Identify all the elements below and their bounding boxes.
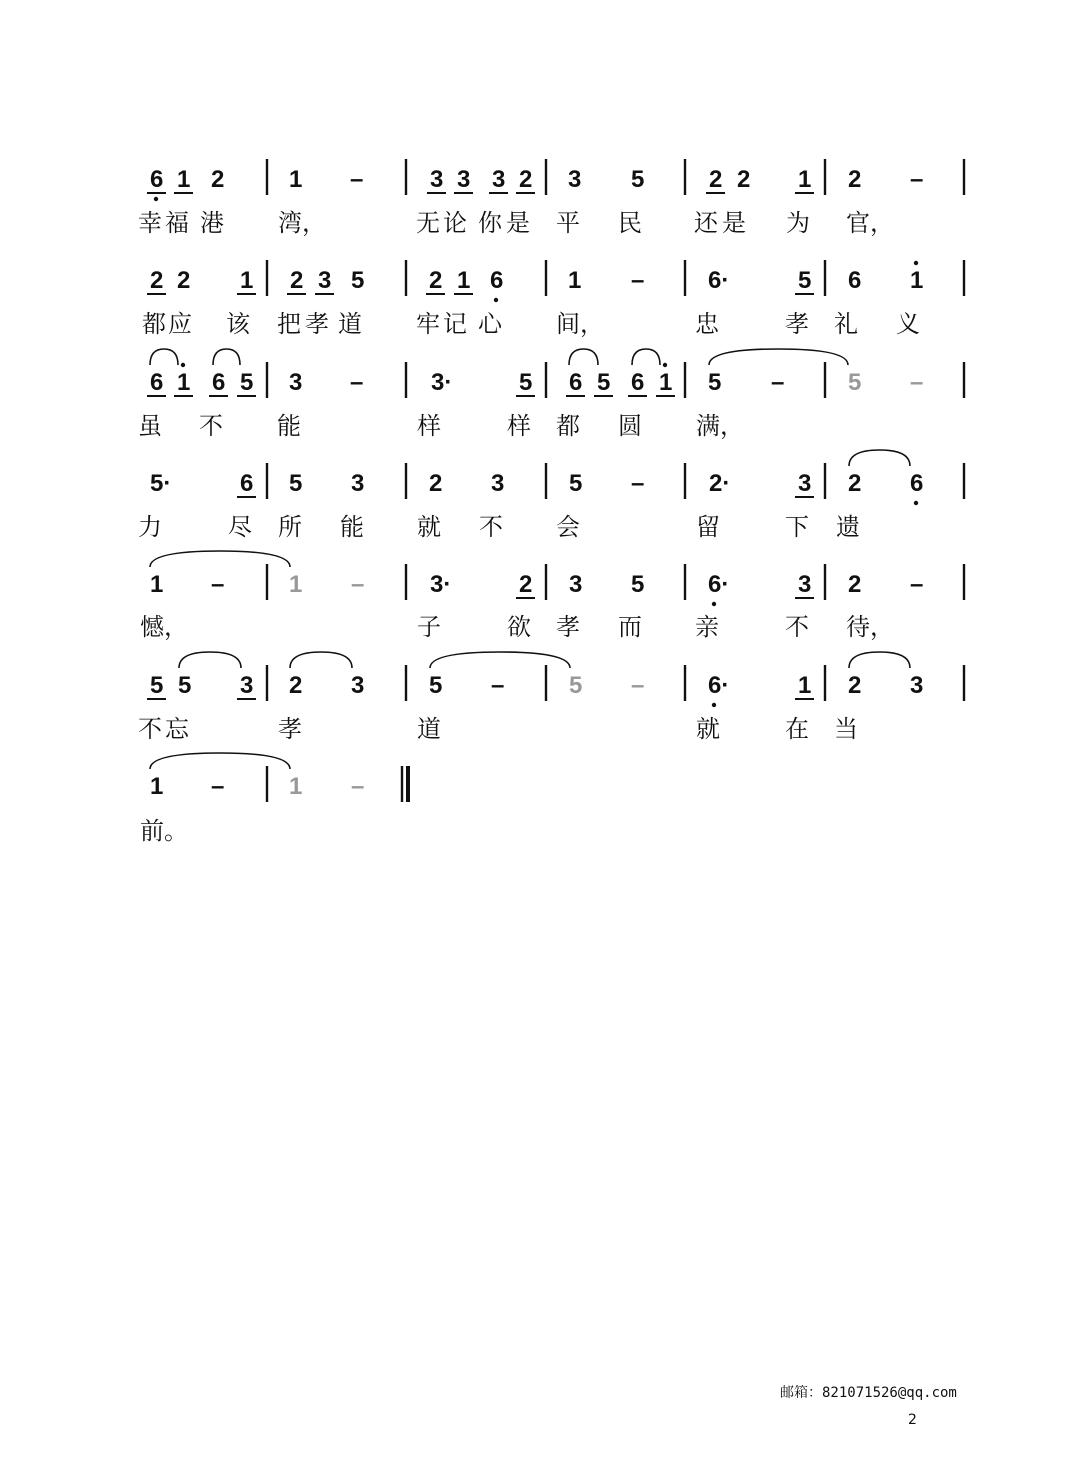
lyric-syllable: 孝 [785, 310, 809, 338]
slur [150, 753, 290, 769]
note: 3 [430, 166, 444, 193]
low-octave-dot [494, 298, 498, 302]
lyric-syllable: 无 [416, 209, 440, 237]
note: 5 [569, 470, 583, 497]
note: 1 [910, 267, 924, 294]
note: 5 [569, 672, 583, 699]
note: 5 [708, 369, 722, 396]
dash-sustain: – [771, 369, 785, 396]
slur [150, 551, 290, 567]
slur [290, 652, 352, 668]
slur [179, 652, 241, 668]
lyric-syllable: 尽 [228, 513, 252, 541]
lyric-syllable: 所 [278, 513, 302, 541]
note: 6 [240, 470, 254, 497]
lyric-syllable: 孝 [278, 715, 302, 743]
note: 2 [429, 267, 443, 294]
dash-sustain: – [910, 369, 924, 396]
note: 2· [709, 470, 731, 497]
lyric-syllable: 前。 [140, 817, 188, 845]
lyric-syllable: 你 [478, 209, 502, 237]
note: 6 [490, 267, 504, 294]
note: 3 [492, 166, 506, 193]
lyric-syllable: 样 [417, 412, 441, 440]
note: 1 [150, 773, 164, 800]
note: 5 [798, 267, 812, 294]
lyric-syllable: 样 [507, 412, 531, 440]
lyric-syllable: 道 [417, 715, 441, 743]
note: 2 [737, 166, 751, 193]
note: 2 [150, 267, 164, 294]
note: 1 [289, 166, 303, 193]
lyric-syllable: 待， [846, 613, 894, 641]
low-octave-dot [712, 602, 716, 606]
dash-sustain: – [491, 672, 505, 699]
high-octave-dot [181, 363, 185, 367]
lyric-syllable: 憾， [140, 613, 188, 641]
note: 5 [848, 369, 862, 396]
note: 3 [351, 470, 365, 497]
lyric-syllable: 力 [138, 513, 162, 541]
lyric-syllable: 间， [556, 310, 604, 338]
lyric-syllable: 不 [479, 513, 503, 541]
lyric-syllable: 虽 [138, 412, 162, 440]
note: 5 [289, 470, 303, 497]
note: 6· [708, 267, 730, 294]
page-number: 2 [908, 1412, 917, 1428]
note: 3 [798, 571, 812, 598]
note: 5 [519, 369, 533, 396]
note: 6 [848, 267, 862, 294]
lyric-syllable: 把 [277, 310, 301, 338]
dash-sustain: – [211, 571, 225, 598]
score-system [138, 362, 964, 440]
note: 2 [519, 166, 533, 193]
slur [430, 652, 570, 668]
note: 1 [289, 571, 303, 598]
lyric-syllable: 心 [478, 310, 502, 338]
dash-sustain: – [350, 369, 364, 396]
note: 3· [430, 571, 452, 598]
note: 1 [150, 571, 164, 598]
lyric-syllable: 民 [618, 209, 642, 237]
lyric-syllable: 就 [417, 513, 441, 541]
note: 1 [457, 267, 471, 294]
dash-sustain: – [910, 166, 924, 193]
dash-sustain: – [211, 773, 225, 800]
lyric-syllable: 都 [142, 310, 166, 338]
note: 2 [848, 166, 862, 193]
note: 1 [798, 166, 812, 193]
note: 6 [910, 470, 924, 497]
low-octave-dot [914, 501, 918, 505]
low-octave-dot [154, 197, 158, 201]
score-system [138, 463, 964, 541]
lyric-syllable: 记 [443, 310, 467, 338]
lyric-syllable: 会 [556, 513, 580, 541]
dash-sustain: – [350, 166, 364, 193]
score-system [138, 159, 964, 237]
note: 2 [848, 672, 862, 699]
lyric-syllable: 孝 [556, 613, 580, 641]
lyric-syllable: 能 [340, 513, 364, 541]
slur [849, 450, 910, 466]
note: 5 [240, 369, 254, 396]
note: 5· [150, 470, 172, 497]
note: 1 [568, 267, 582, 294]
lyric-syllable: 道 [338, 310, 362, 338]
note: 5 [597, 369, 611, 396]
lyric-syllable: 不 [785, 613, 809, 641]
note: 5 [429, 672, 443, 699]
note: 1 [177, 166, 191, 193]
final-barline-thick [406, 766, 410, 802]
note: 2 [211, 166, 225, 193]
lyric-syllable: 圆 [618, 412, 642, 440]
dash-sustain: – [631, 470, 645, 497]
lyric-syllable: 湾， [278, 209, 326, 237]
lyric-syllable: 下 [785, 513, 809, 541]
slur [150, 349, 178, 365]
lyric-syllable: 当 [834, 715, 858, 743]
lyric-syllable: 应 [168, 310, 192, 338]
note: 6· [708, 672, 730, 699]
lyric-syllable: 福 [165, 209, 189, 237]
dash-sustain: – [631, 672, 645, 699]
note: 6 [631, 369, 645, 396]
lyric-syllable: 遗 [836, 513, 860, 541]
note: 1 [240, 267, 254, 294]
lyric-syllable: 亲 [695, 613, 719, 641]
lyric-syllable: 平 [556, 209, 580, 237]
note: 5 [631, 571, 645, 598]
score-system [140, 564, 964, 641]
score-system [140, 766, 410, 845]
lyric-syllable: 能 [277, 412, 301, 440]
slur [213, 349, 240, 365]
lyric-syllable: 牢 [416, 310, 440, 338]
note: 5 [351, 267, 365, 294]
dash-sustain: – [351, 571, 365, 598]
dash-sustain: – [631, 267, 645, 294]
note: 1 [798, 672, 812, 699]
note: 3 [318, 267, 332, 294]
lyric-syllable: 而 [618, 613, 642, 641]
note: 2 [709, 166, 723, 193]
lyric-syllable: 不 [199, 412, 223, 440]
lyric-syllable: 港 [200, 209, 224, 237]
lyric-syllable: 礼 [834, 310, 858, 338]
note: 3 [289, 369, 303, 396]
note: 3 [491, 470, 505, 497]
low-octave-dot [712, 703, 716, 707]
lyric-syllable: 论 [443, 209, 467, 237]
slur [632, 349, 660, 365]
note: 6 [150, 369, 164, 396]
note: 3 [457, 166, 471, 193]
note: 5 [178, 672, 192, 699]
lyric-syllable: 还 [694, 209, 718, 237]
note: 3 [240, 672, 254, 699]
dash-sustain: – [910, 571, 924, 598]
note: 2 [290, 267, 304, 294]
dash-sustain: – [351, 773, 365, 800]
lyric-syllable: 满， [696, 412, 744, 440]
note: 5 [150, 672, 164, 699]
lyric-syllable: 是 [506, 209, 530, 237]
footer-email: 邮箱：821071526@qq.com [780, 1385, 957, 1401]
note: 5 [631, 166, 645, 193]
note: 6 [212, 369, 226, 396]
lyric-syllable: 都 [556, 412, 580, 440]
slur [849, 652, 910, 668]
lyric-syllable: 留 [696, 513, 720, 541]
note: 6 [569, 369, 583, 396]
lyric-syllable: 是 [722, 209, 746, 237]
score-system [138, 665, 964, 743]
lyric-syllable: 就 [696, 715, 720, 743]
note: 3· [431, 369, 453, 396]
note: 1 [177, 369, 191, 396]
note: 3 [569, 571, 583, 598]
note: 3 [910, 672, 924, 699]
lyric-syllable: 为 [786, 209, 810, 237]
note: 2 [177, 267, 191, 294]
lyric-syllable: 忠 [695, 310, 719, 338]
note: 6 [150, 166, 164, 193]
lyric-syllable: 该 [226, 310, 250, 338]
lyric-syllable: 欲 [507, 613, 531, 641]
slur [569, 349, 598, 365]
high-octave-dot [663, 363, 667, 367]
lyric-syllable: 不 [138, 715, 162, 743]
slur [709, 349, 848, 365]
high-octave-dot [914, 261, 918, 265]
note: 2 [519, 571, 533, 598]
lyric-syllable: 孝 [305, 310, 329, 338]
note: 3 [351, 672, 365, 699]
note: 1 [659, 369, 673, 396]
score-system [142, 260, 964, 338]
note: 3 [568, 166, 582, 193]
lyric-syllable: 官， [846, 209, 894, 237]
note: 2 [429, 470, 443, 497]
note: 2 [848, 470, 862, 497]
lyric-syllable: 子 [417, 613, 441, 641]
note: 2 [289, 672, 303, 699]
note: 6· [708, 571, 730, 598]
note: 3 [798, 470, 812, 497]
lyric-syllable: 在 [785, 715, 809, 743]
lyric-syllable: 义 [896, 310, 920, 338]
lyric-syllable: 忘 [165, 715, 189, 743]
lyric-syllable: 幸 [138, 209, 162, 237]
note: 2 [848, 571, 862, 598]
note: 1 [289, 773, 303, 800]
